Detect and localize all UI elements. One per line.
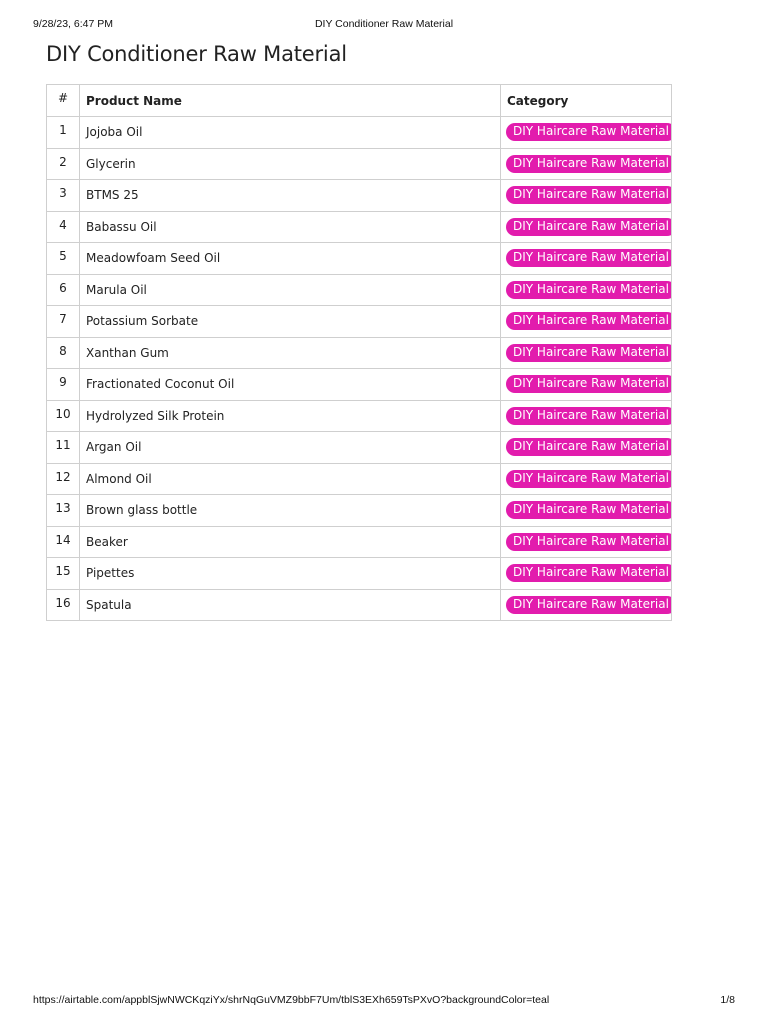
category-cell [501,306,672,338]
print-date: 9/28/23, 6:47 PM [33,18,113,30]
row-number: 16 [47,589,80,621]
category-cell [501,526,672,558]
category-cell [501,148,672,180]
table-row [47,337,672,369]
product-name-cell: Almond Oil [80,463,501,495]
row-number: 3 [47,180,80,212]
product-table-container [46,84,671,621]
table-row [47,369,672,401]
row-number: 15 [47,558,80,590]
table-row [47,400,672,432]
category-badge: DIY Haircare Raw Material [506,186,672,204]
row-number: 10 [47,400,80,432]
product-name-cell: Argan Oil [80,432,501,464]
product-name-cell: Meadowfoam Seed Oil [80,243,501,275]
row-number: 8 [47,337,80,369]
category-cell [501,463,672,495]
category-badge: DIY Haircare Raw Material [506,281,672,299]
category-badge: DIY Haircare Raw Material [506,375,672,393]
category-cell [501,400,672,432]
table-row [47,117,672,149]
row-number: 4 [47,211,80,243]
category-badge: DIY Haircare Raw Material [506,596,672,614]
row-number: 6 [47,274,80,306]
table-body [47,117,672,621]
table-row [47,211,672,243]
row-number: 2 [47,148,80,180]
category-cell [501,369,672,401]
row-number: 14 [47,526,80,558]
category-cell [501,432,672,464]
print-doc-title: DIY Conditioner Raw Material [314,18,454,30]
table-header-row [47,85,672,117]
table-row [47,432,672,464]
category-badge: DIY Haircare Raw Material [506,501,672,519]
column-header-product-name: Product Name [80,85,501,117]
product-name-cell: Beaker [80,526,501,558]
print-header [33,18,735,32]
category-cell [501,337,672,369]
product-name-cell: Xanthan Gum [80,337,501,369]
category-cell [501,117,672,149]
category-cell [501,211,672,243]
table-row [47,274,672,306]
product-name-cell: Hydrolyzed Silk Protein [80,400,501,432]
product-name-cell: Potassium Sorbate [80,306,501,338]
table-row [47,180,672,212]
table-row [47,526,672,558]
table-header [47,85,672,117]
product-name-cell: BTMS 25 [80,180,501,212]
product-name-cell: Marula Oil [80,274,501,306]
category-badge: DIY Haircare Raw Material [506,438,672,456]
product-name-cell: Brown glass bottle [80,495,501,527]
category-cell [501,243,672,275]
category-badge: DIY Haircare Raw Material [506,344,672,362]
column-header-number: # [47,85,80,117]
row-number: 1 [47,117,80,149]
print-footer [33,994,735,1008]
category-badge: DIY Haircare Raw Material [506,249,672,267]
category-cell [501,558,672,590]
table-row [47,306,672,338]
table-row [47,558,672,590]
product-name-cell: Pipettes [80,558,501,590]
print-url: https://airtable.com/appblSjwNWCKqziYx/shrNqGuVMZ9bbF7Um/tblS3EXh659TsPXvO?backgroundColor=teal [33,994,550,1006]
table-row [47,463,672,495]
row-number: 11 [47,432,80,464]
category-badge: DIY Haircare Raw Material [506,470,672,488]
category-cell [501,495,672,527]
product-name-cell: Fractionated Coconut Oil [80,369,501,401]
page-title: DIY Conditioner Raw Material [46,42,347,66]
row-number: 7 [47,306,80,338]
table-row [47,243,672,275]
category-badge: DIY Haircare Raw Material [506,312,672,330]
category-badge: DIY Haircare Raw Material [506,218,672,236]
table-row [47,589,672,621]
product-name-cell: Jojoba Oil [80,117,501,149]
category-cell [501,274,672,306]
row-number: 13 [47,495,80,527]
page-number: 1/8 [720,994,735,1006]
category-cell [501,589,672,621]
category-badge: DIY Haircare Raw Material [506,407,672,425]
category-badge: DIY Haircare Raw Material [506,155,672,173]
category-cell [501,180,672,212]
table-row [47,148,672,180]
product-name-cell: Glycerin [80,148,501,180]
row-number: 5 [47,243,80,275]
product-name-cell: Babassu Oil [80,211,501,243]
category-badge: DIY Haircare Raw Material [506,123,672,141]
row-number: 12 [47,463,80,495]
column-header-category: Category [501,85,672,117]
table-row [47,495,672,527]
product-name-cell: Spatula [80,589,501,621]
row-number: 9 [47,369,80,401]
category-badge: DIY Haircare Raw Material [506,533,672,551]
product-table [46,84,672,621]
category-badge: DIY Haircare Raw Material [506,564,672,582]
